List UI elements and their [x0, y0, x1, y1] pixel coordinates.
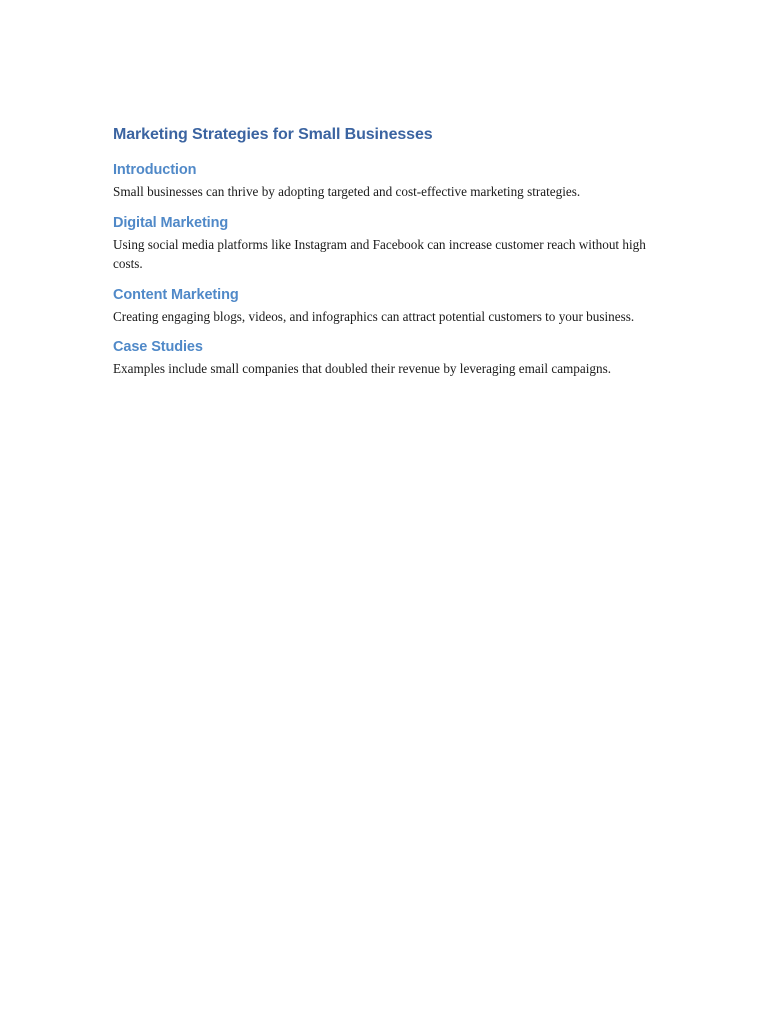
section-introduction — [113, 160, 653, 202]
section-body-case-studies: Examples include small companies that doubled their revenue by leveraging email campaigns. — [113, 361, 612, 376]
section-body-introduction: Small businesses can thrive by adopting targeted and cost-effective marketing strategies. — [113, 184, 581, 199]
document-content — [113, 124, 653, 390]
section-digital-marketing — [113, 213, 653, 274]
section-case-studies — [113, 337, 653, 379]
section-heading-case-studies: Case Studies — [113, 339, 203, 355]
section-body-content-marketing: Creating engaging blogs, videos, and infographics can attract potential customers to your business. — [113, 308, 635, 324]
section-heading-content-marketing: Content Marketing — [113, 286, 239, 303]
section-heading-introduction: Introduction — [113, 162, 197, 178]
document-title: Marketing Strategies for Small Businesses — [113, 126, 433, 143]
section-heading-digital-marketing: Digital Marketing — [113, 214, 229, 231]
section-content-marketing — [113, 285, 653, 327]
section-body-digital-marketing: Using social media platforms like Instagram and Facebook can increase customer reach without high costs. — [113, 236, 646, 271]
